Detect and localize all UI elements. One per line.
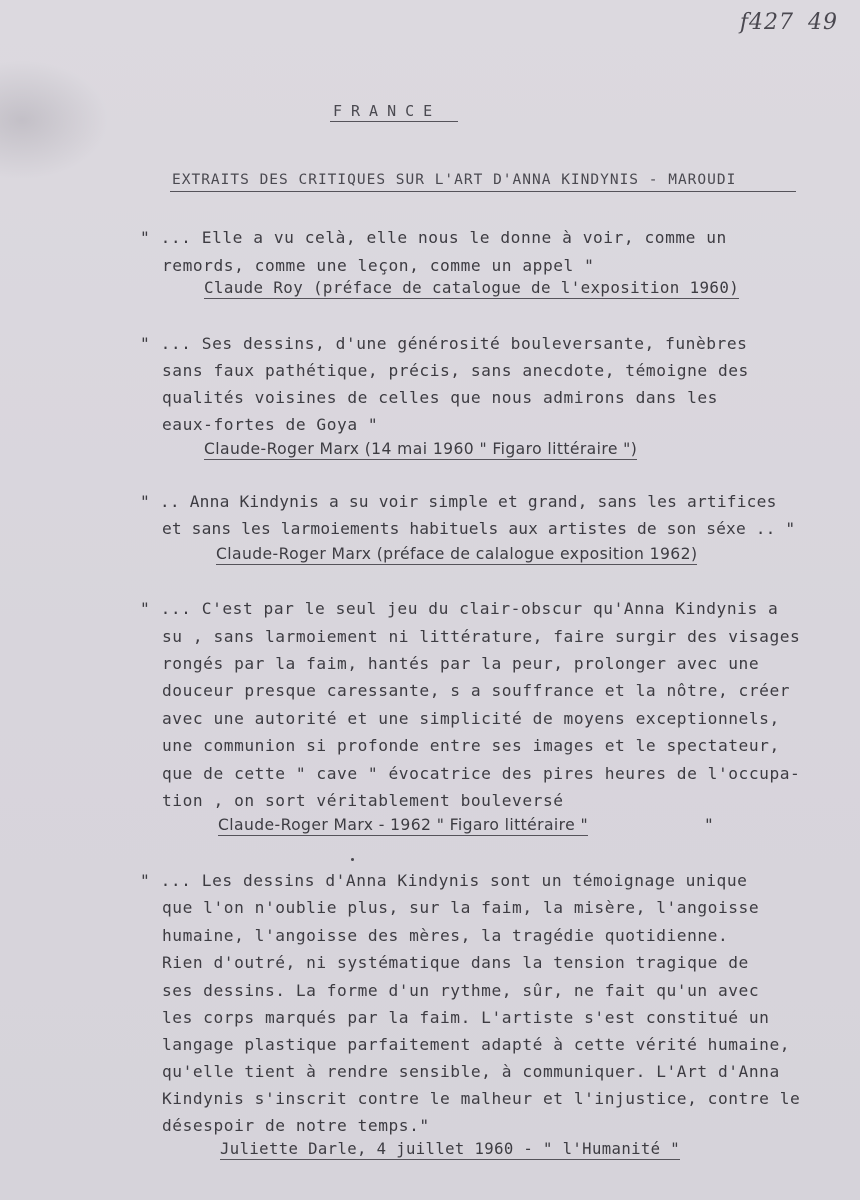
country-heading: FRANCE	[333, 102, 442, 120]
quote-2-line-2: sans faux pathétique, précis, sans anecdote, témoigne des	[162, 361, 749, 380]
quote-4-line-5: avec une autorité et une simplicité de moyens exceptionnels,	[162, 709, 780, 728]
ink-dot	[351, 858, 354, 861]
quote-4-line-7: que de cette " cave " évocatrice des pires heures de l'occupa-	[162, 764, 801, 783]
quote-1-line-1: " ... Elle a vu celà, elle nous le donne à voir, comme un	[140, 228, 727, 247]
subtitle-underline	[170, 191, 796, 192]
quote-1-line-2: remords, comme une leçon, comme un appel "	[162, 256, 595, 275]
quote-5-line-5: ses dessins. La forme d'un rythme, sûr, ne fait qu'un avec	[162, 981, 760, 1000]
quote-2-attribution: Claude-Roger Marx (14 mai 1960 " Figaro littéraire ")	[204, 440, 638, 458]
quote-4-attribution: Claude-Roger Marx - 1962 " Figaro littéraire "	[218, 816, 589, 834]
quote-5-line-1: " ... Les dessins d'Anna Kindynis sont un témoignage unique	[140, 871, 748, 890]
quote-1-attribution: Claude Roy (préface de catalogue de l'exposition 1960)	[204, 278, 740, 297]
quote-4-line-6: une communion si profonde entre ses images et le spectateur,	[162, 736, 780, 755]
archive-number: 49	[808, 10, 838, 35]
quote-2-line-3: qualités voisines de celles que nous admirons dans les	[162, 388, 718, 407]
quote-3-line-1: " .. Anna Kindynis a su voir simple et grand, sans les artifices	[140, 492, 777, 511]
quote-5-line-6: les corps marqués par la faim. L'artiste s'est constitué un	[162, 1008, 770, 1027]
quote-5-line-10: désespoir de notre temps."	[162, 1116, 430, 1135]
quote-5-line-9: Kindynis s'inscrit contre le malheur et l'injustice, contre le	[162, 1089, 801, 1108]
quote-3-attribution: Claude-Roger Marx (préface de calalogue exposition 1962)	[216, 545, 698, 563]
quote-4-attribution-tail: "	[704, 815, 715, 834]
quote-5-line-7: langage plastique parfaitement adapté à cette vérité humaine,	[162, 1035, 791, 1054]
quote-5-line-3: humaine, l'angoisse des mères, la tragédie quotidienne.	[162, 926, 729, 945]
quote-5-attribution: Juliette Darle, 4 juillet 1960 - " l'Humanité "	[220, 1140, 681, 1158]
document-subtitle: EXTRAITS DES CRITIQUES SUR L'ART D'ANNA KINDYNIS - MAROUDI	[172, 172, 737, 188]
quote-5-line-4: Rien d'outré, ni systématique dans la tension tragique de	[162, 953, 749, 972]
quote-5-line-2: que l'on n'oublie plus, sur la faim, la misère, l'angoisse	[162, 898, 760, 917]
quote-4-line-3: rongés par la faim, hantés par la peur, prolonger avec une	[162, 654, 760, 673]
quote-4-line-8: tion , on sort véritablement bouleversé	[162, 791, 564, 810]
archive-reference	[726, 10, 838, 35]
country-underline	[330, 121, 458, 122]
quote-3-line-2: et sans les larmoiements habituels aux artistes de son séxe .. "	[162, 519, 796, 538]
quote-4-line-1: " ... C'est par le seul jeu du clair-obscur qu'Anna Kindynis a	[140, 599, 779, 618]
quote-2-line-1: " ... Ses dessins, d'une générosité bouleversante, funèbres	[140, 334, 748, 353]
paper-shadow	[0, 60, 110, 180]
quote-2-line-4: eaux-fortes de Goya "	[162, 415, 379, 434]
quote-4-line-4: douceur presque caressante, s a souffrance et la nôtre, créer	[162, 681, 791, 700]
quote-4-line-2: su , sans larmoiement ni littérature, faire surgir des visages	[162, 627, 801, 646]
quote-5-line-8: qu'elle tient à rendre sensible, à communiquer. L'Art d'Anna	[162, 1062, 780, 1081]
archive-code: f427	[739, 10, 794, 35]
